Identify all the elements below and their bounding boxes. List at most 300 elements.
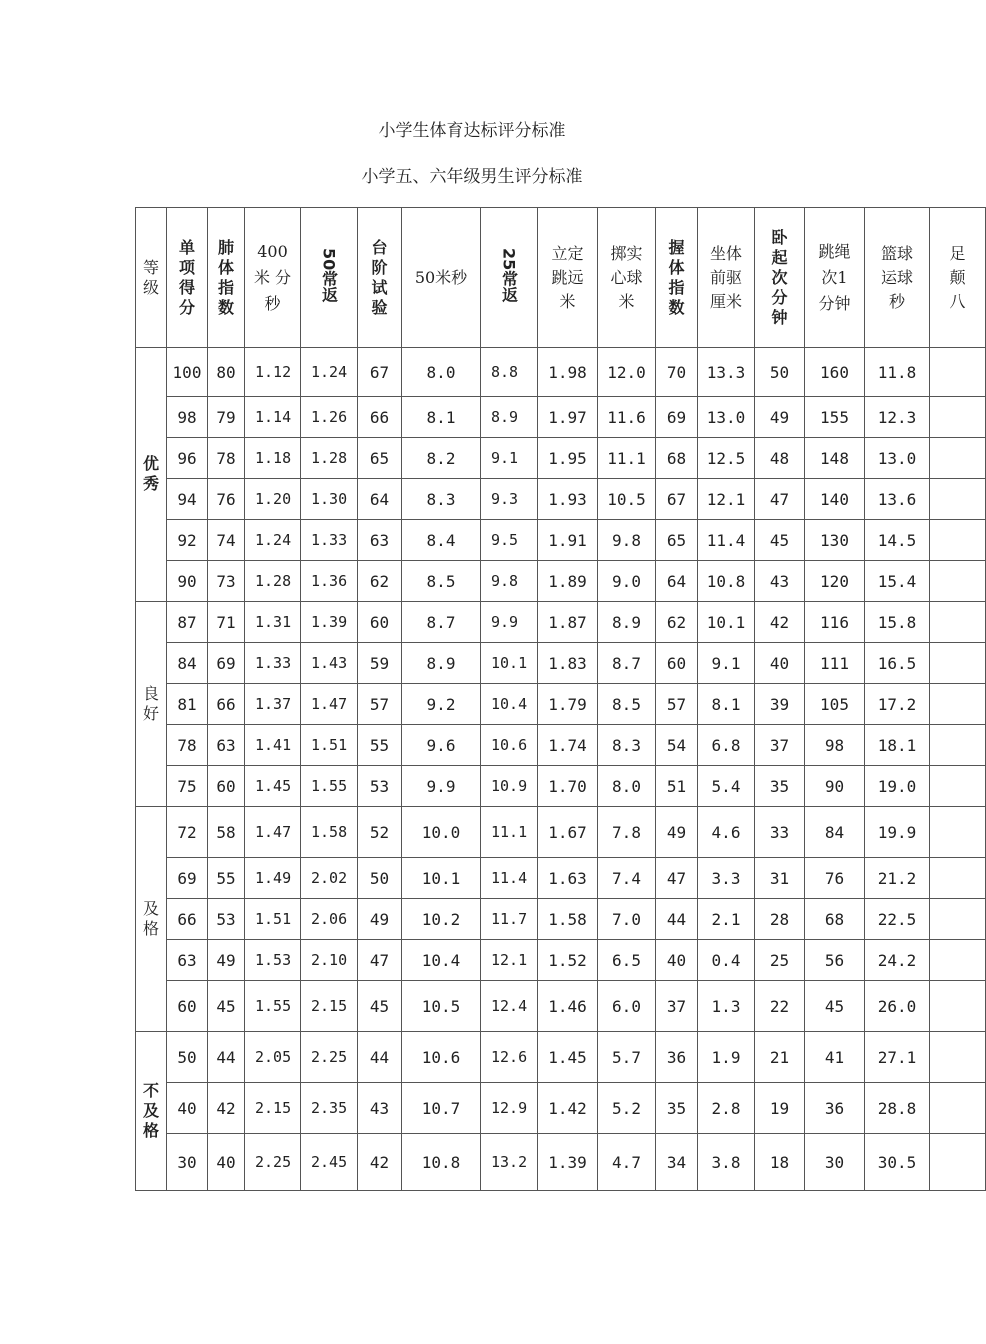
- table-cell: 50: [167, 1032, 208, 1083]
- table-cell: 65: [358, 438, 402, 479]
- table-cell: 10.2: [402, 899, 481, 940]
- table-cell: 116: [805, 602, 865, 643]
- table-cell: 1.31: [245, 602, 301, 643]
- table-cell: 13.6: [865, 479, 930, 520]
- table-cell: 8.9: [402, 643, 481, 684]
- table-cell: 100: [167, 348, 208, 397]
- table-cell: 1.93: [538, 479, 598, 520]
- table-cell: 37: [656, 981, 698, 1032]
- header-step-test: 台阶试验: [358, 208, 402, 348]
- table-cell: 1.91: [538, 520, 598, 561]
- table-cell: 11.6: [598, 397, 656, 438]
- table-cell: 12.1: [698, 479, 755, 520]
- table-cell: 2.25: [301, 1032, 358, 1083]
- table-cell: 63: [167, 940, 208, 981]
- table-cell: 75: [167, 766, 208, 807]
- table-row: [136, 348, 986, 397]
- table-row: [136, 561, 986, 602]
- table-cell: 8.9: [598, 602, 656, 643]
- table-cell: [930, 397, 986, 438]
- table-cell: 59: [358, 643, 402, 684]
- table-cell: 1.42: [538, 1083, 598, 1134]
- table-cell: 52: [358, 807, 402, 858]
- table-cell: 120: [805, 561, 865, 602]
- table-cell: 11.1: [598, 438, 656, 479]
- table-cell: 1.24: [301, 348, 358, 397]
- table-cell: 9.0: [598, 561, 656, 602]
- table-cell: 22: [755, 981, 805, 1032]
- table-cell: 74: [208, 520, 245, 561]
- table-cell: 8.0: [402, 348, 481, 397]
- table-cell: [930, 643, 986, 684]
- table-cell: 43: [755, 561, 805, 602]
- table-cell: 13.0: [698, 397, 755, 438]
- table-cell: 94: [167, 479, 208, 520]
- table-cell: 10.4: [481, 684, 538, 725]
- table-cell: 40: [656, 940, 698, 981]
- table-cell: 2.35: [301, 1083, 358, 1134]
- table-cell: 69: [167, 858, 208, 899]
- table-cell: 1.41: [245, 725, 301, 766]
- table-cell: 8.4: [402, 520, 481, 561]
- table-cell: 1.28: [301, 438, 358, 479]
- table-cell: [930, 602, 986, 643]
- table-cell: 1.30: [301, 479, 358, 520]
- grade-cell: 优秀: [136, 348, 167, 602]
- table-cell: 3.3: [698, 858, 755, 899]
- table-row: [136, 1032, 986, 1083]
- header-ball-throw: 掷实心球米: [598, 208, 656, 348]
- table-cell: 47: [358, 940, 402, 981]
- table-cell: 2.15: [245, 1083, 301, 1134]
- table-cell: 12.3: [865, 397, 930, 438]
- table-cell: 63: [358, 520, 402, 561]
- table-cell: 1.12: [245, 348, 301, 397]
- table-cell: [930, 981, 986, 1032]
- table-cell: 8.0: [598, 766, 656, 807]
- table-cell: 81: [167, 684, 208, 725]
- table-cell: 37: [755, 725, 805, 766]
- table-cell: [930, 438, 986, 479]
- table-cell: 140: [805, 479, 865, 520]
- table-cell: 12.5: [698, 438, 755, 479]
- table-cell: 8.1: [402, 397, 481, 438]
- table-cell: 19.0: [865, 766, 930, 807]
- table-cell: 84: [805, 807, 865, 858]
- table-cell: 10.8: [698, 561, 755, 602]
- table-cell: 10.4: [402, 940, 481, 981]
- table-cell: 76: [805, 858, 865, 899]
- table-cell: 5.2: [598, 1083, 656, 1134]
- table-cell: 98: [805, 725, 865, 766]
- header-400m: 400米 分秒: [245, 208, 301, 348]
- table-cell: 8.8: [481, 348, 538, 397]
- table-cell: 36: [656, 1032, 698, 1083]
- table-row: [136, 643, 986, 684]
- table-header-row: [136, 208, 986, 348]
- table-cell: 3.8: [698, 1134, 755, 1191]
- table-cell: [930, 899, 986, 940]
- table-cell: 1.70: [538, 766, 598, 807]
- header-score: 单项得分: [167, 208, 208, 348]
- table-cell: 78: [167, 725, 208, 766]
- header-long-jump: 立定跳远米: [538, 208, 598, 348]
- table-cell: 65: [656, 520, 698, 561]
- table-cell: 1.98: [538, 348, 598, 397]
- table-cell: 10.5: [402, 981, 481, 1032]
- table-cell: 66: [167, 899, 208, 940]
- table-cell: 11.4: [481, 858, 538, 899]
- table-cell: 1.37: [245, 684, 301, 725]
- table-cell: 9.9: [481, 602, 538, 643]
- table-cell: 49: [208, 940, 245, 981]
- table-cell: 24.2: [865, 940, 930, 981]
- table-cell: 6.0: [598, 981, 656, 1032]
- table-cell: 13.3: [698, 348, 755, 397]
- table-cell: 76: [208, 479, 245, 520]
- table-cell: 56: [805, 940, 865, 981]
- table-cell: 30: [167, 1134, 208, 1191]
- table-cell: 34: [656, 1134, 698, 1191]
- table-cell: 4.7: [598, 1134, 656, 1191]
- table-cell: 57: [358, 684, 402, 725]
- table-cell: 1.51: [301, 725, 358, 766]
- table-cell: 42: [358, 1134, 402, 1191]
- table-row: [136, 940, 986, 981]
- table-cell: 55: [358, 725, 402, 766]
- table-cell: 71: [208, 602, 245, 643]
- table-cell: 18.1: [865, 725, 930, 766]
- table-cell: 12.0: [598, 348, 656, 397]
- table-cell: 8.5: [598, 684, 656, 725]
- table-cell: 14.5: [865, 520, 930, 561]
- table-cell: 1.89: [538, 561, 598, 602]
- table-cell: 10.1: [481, 643, 538, 684]
- table-cell: 63: [208, 725, 245, 766]
- table-cell: 12.1: [481, 940, 538, 981]
- table-cell: 2.25: [245, 1134, 301, 1191]
- table-cell: 2.1: [698, 899, 755, 940]
- table-cell: 10.6: [402, 1032, 481, 1083]
- table-cell: 1.39: [301, 602, 358, 643]
- table-cell: 12.6: [481, 1032, 538, 1083]
- table-cell: 1.97: [538, 397, 598, 438]
- table-cell: 69: [208, 643, 245, 684]
- table-row: [136, 602, 986, 643]
- table-cell: 1.14: [245, 397, 301, 438]
- table-row: [136, 684, 986, 725]
- table-cell: 2.8: [698, 1083, 755, 1134]
- table-cell: 48: [755, 438, 805, 479]
- table-cell: 9.6: [402, 725, 481, 766]
- table-cell: 21: [755, 1032, 805, 1083]
- table-cell: 10.1: [402, 858, 481, 899]
- table-cell: 1.55: [245, 981, 301, 1032]
- header-25-shuttle: 25常返: [481, 208, 538, 348]
- table-cell: 10.7: [402, 1083, 481, 1134]
- table-cell: 160: [805, 348, 865, 397]
- table-cell: 6.5: [598, 940, 656, 981]
- table-row: [136, 766, 986, 807]
- header-basketball: 篮球运球秒: [865, 208, 930, 348]
- table-cell: 1.46: [538, 981, 598, 1032]
- table-cell: [930, 1134, 986, 1191]
- table-cell: 40: [208, 1134, 245, 1191]
- table-cell: 6.8: [698, 725, 755, 766]
- table-cell: 70: [656, 348, 698, 397]
- table-cell: 16.5: [865, 643, 930, 684]
- table-cell: 2.05: [245, 1032, 301, 1083]
- table-cell: 19.9: [865, 807, 930, 858]
- table-cell: 73: [208, 561, 245, 602]
- table-cell: 1.9: [698, 1032, 755, 1083]
- table-cell: 1.95: [538, 438, 598, 479]
- table-cell: 66: [358, 397, 402, 438]
- table-cell: 8.2: [402, 438, 481, 479]
- table-cell: 10.8: [402, 1134, 481, 1191]
- table-cell: 1.3: [698, 981, 755, 1032]
- table-cell: 1.43: [301, 643, 358, 684]
- table-cell: 45: [208, 981, 245, 1032]
- table-cell: 8.3: [402, 479, 481, 520]
- table-cell: 60: [208, 766, 245, 807]
- header-50m: 50米秒: [402, 208, 481, 348]
- table-cell: 39: [755, 684, 805, 725]
- table-cell: 9.8: [598, 520, 656, 561]
- table-cell: 1.45: [538, 1032, 598, 1083]
- table-cell: 2.10: [301, 940, 358, 981]
- table-cell: 22.5: [865, 899, 930, 940]
- table-row: [136, 725, 986, 766]
- table-cell: 10.9: [481, 766, 538, 807]
- table-cell: 9.8: [481, 561, 538, 602]
- table-cell: 1.79: [538, 684, 598, 725]
- table-row: [136, 479, 986, 520]
- table-cell: 67: [358, 348, 402, 397]
- table-cell: 1.24: [245, 520, 301, 561]
- table-cell: 9.5: [481, 520, 538, 561]
- table-cell: 90: [805, 766, 865, 807]
- table-cell: 9.1: [481, 438, 538, 479]
- table-cell: 84: [167, 643, 208, 684]
- table-cell: 1.47: [301, 684, 358, 725]
- table-cell: 60: [656, 643, 698, 684]
- table-cell: 17.2: [865, 684, 930, 725]
- table-cell: 69: [656, 397, 698, 438]
- table-cell: 50: [358, 858, 402, 899]
- document-subtitle: 小学五、六年级男生评分标准: [361, 167, 583, 187]
- table-cell: 1.58: [301, 807, 358, 858]
- table-cell: 47: [656, 858, 698, 899]
- table-cell: 1.83: [538, 643, 598, 684]
- table-cell: 155: [805, 397, 865, 438]
- table-cell: 11.4: [698, 520, 755, 561]
- table-cell: 13.0: [865, 438, 930, 479]
- table-cell: 49: [358, 899, 402, 940]
- header-football: 足颠八: [930, 208, 986, 348]
- table-cell: 148: [805, 438, 865, 479]
- table-cell: 11.1: [481, 807, 538, 858]
- table-cell: 15.8: [865, 602, 930, 643]
- table-cell: 58: [208, 807, 245, 858]
- table-cell: 10.1: [698, 602, 755, 643]
- table-cell: 105: [805, 684, 865, 725]
- table-cell: 130: [805, 520, 865, 561]
- table-cell: 7.8: [598, 807, 656, 858]
- table-cell: 44: [656, 899, 698, 940]
- table-cell: 5.4: [698, 766, 755, 807]
- table-cell: 8.7: [402, 602, 481, 643]
- score-table-viewport: [135, 207, 966, 1197]
- table-cell: 1.36: [301, 561, 358, 602]
- table-row: [136, 981, 986, 1032]
- grade-cell: 不及格: [136, 1032, 167, 1191]
- table-cell: 67: [656, 479, 698, 520]
- table-cell: [930, 858, 986, 899]
- table-cell: 12.4: [481, 981, 538, 1032]
- table-cell: 25: [755, 940, 805, 981]
- header-grip: 握体指数: [656, 208, 698, 348]
- table-cell: 45: [755, 520, 805, 561]
- table-cell: 53: [208, 899, 245, 940]
- table-cell: 80: [208, 348, 245, 397]
- table-cell: 49: [656, 807, 698, 858]
- table-cell: 0.4: [698, 940, 755, 981]
- table-cell: 9.2: [402, 684, 481, 725]
- table-cell: 1.74: [538, 725, 598, 766]
- table-cell: 57: [656, 684, 698, 725]
- table-cell: 4.6: [698, 807, 755, 858]
- table-cell: 51: [656, 766, 698, 807]
- header-grade: 等级: [136, 208, 167, 348]
- table-cell: 92: [167, 520, 208, 561]
- table-cell: 30.5: [865, 1134, 930, 1191]
- table-cell: 1.18: [245, 438, 301, 479]
- table-cell: 1.20: [245, 479, 301, 520]
- table-row: [136, 1134, 986, 1191]
- table-cell: 11.8: [865, 348, 930, 397]
- table-cell: 45: [805, 981, 865, 1032]
- table-cell: 36: [805, 1083, 865, 1134]
- table-cell: 60: [358, 602, 402, 643]
- table-cell: 40: [755, 643, 805, 684]
- table-cell: 8.3: [598, 725, 656, 766]
- table-cell: 54: [656, 725, 698, 766]
- table-cell: 8.1: [698, 684, 755, 725]
- table-cell: 64: [358, 479, 402, 520]
- table-cell: 79: [208, 397, 245, 438]
- table-cell: 44: [358, 1032, 402, 1083]
- table-row: [136, 858, 986, 899]
- table-cell: 42: [755, 602, 805, 643]
- table-cell: 44: [208, 1032, 245, 1083]
- table-row: [136, 438, 986, 479]
- table-cell: 62: [656, 602, 698, 643]
- table-row: [136, 899, 986, 940]
- grade-cell: 良好: [136, 602, 167, 807]
- table-cell: 13.2: [481, 1134, 538, 1191]
- table-cell: 1.49: [245, 858, 301, 899]
- header-50-shuttle: 50常返: [301, 208, 358, 348]
- table-cell: 1.63: [538, 858, 598, 899]
- table-cell: 41: [805, 1032, 865, 1083]
- table-cell: 8.9: [481, 397, 538, 438]
- table-cell: 2.06: [301, 899, 358, 940]
- table-cell: 1.87: [538, 602, 598, 643]
- table-cell: 2.15: [301, 981, 358, 1032]
- table-cell: [930, 807, 986, 858]
- table-cell: 33: [755, 807, 805, 858]
- score-table: [135, 207, 986, 1191]
- table-cell: 31: [755, 858, 805, 899]
- table-cell: 55: [208, 858, 245, 899]
- table-cell: 1.33: [245, 643, 301, 684]
- table-cell: 10.6: [481, 725, 538, 766]
- table-cell: 11.7: [481, 899, 538, 940]
- table-cell: 42: [208, 1083, 245, 1134]
- table-cell: [930, 1032, 986, 1083]
- table-cell: 1.67: [538, 807, 598, 858]
- table-cell: [930, 479, 986, 520]
- header-situps: 卧起次分钟: [755, 208, 805, 348]
- table-cell: 2.45: [301, 1134, 358, 1191]
- table-cell: 1.26: [301, 397, 358, 438]
- table-cell: [930, 725, 986, 766]
- table-cell: 66: [208, 684, 245, 725]
- header-sit-reach: 坐体前驱厘米: [698, 208, 755, 348]
- table-cell: [930, 561, 986, 602]
- table-cell: 1.51: [245, 899, 301, 940]
- table-cell: 12.9: [481, 1083, 538, 1134]
- grade-cell: 及格: [136, 807, 167, 1032]
- table-cell: 18: [755, 1134, 805, 1191]
- table-cell: 96: [167, 438, 208, 479]
- table-cell: 72: [167, 807, 208, 858]
- table-cell: 8.5: [402, 561, 481, 602]
- table-cell: 64: [656, 561, 698, 602]
- table-cell: 10.0: [402, 807, 481, 858]
- table-cell: 1.55: [301, 766, 358, 807]
- table-row: [136, 520, 986, 561]
- table-cell: 1.53: [245, 940, 301, 981]
- table-cell: 45: [358, 981, 402, 1032]
- table-cell: 28.8: [865, 1083, 930, 1134]
- table-cell: 8.7: [598, 643, 656, 684]
- table-cell: 7.4: [598, 858, 656, 899]
- table-cell: 49: [755, 397, 805, 438]
- table-cell: 90: [167, 561, 208, 602]
- table-cell: 40: [167, 1083, 208, 1134]
- table-cell: 35: [755, 766, 805, 807]
- table-cell: 26.0: [865, 981, 930, 1032]
- table-cell: 2.02: [301, 858, 358, 899]
- table-cell: 1.45: [245, 766, 301, 807]
- table-cell: 1.28: [245, 561, 301, 602]
- table-cell: 1.52: [538, 940, 598, 981]
- document-title: 小学生体育达标评分标准: [378, 121, 566, 141]
- table-cell: 62: [358, 561, 402, 602]
- table-cell: 78: [208, 438, 245, 479]
- table-cell: 35: [656, 1083, 698, 1134]
- table-cell: 47: [755, 479, 805, 520]
- table-cell: 87: [167, 602, 208, 643]
- table-cell: 68: [805, 899, 865, 940]
- table-body: [136, 348, 986, 1191]
- table-cell: 27.1: [865, 1032, 930, 1083]
- table-cell: 5.7: [598, 1032, 656, 1083]
- table-cell: 9.9: [402, 766, 481, 807]
- table-cell: 1.58: [538, 899, 598, 940]
